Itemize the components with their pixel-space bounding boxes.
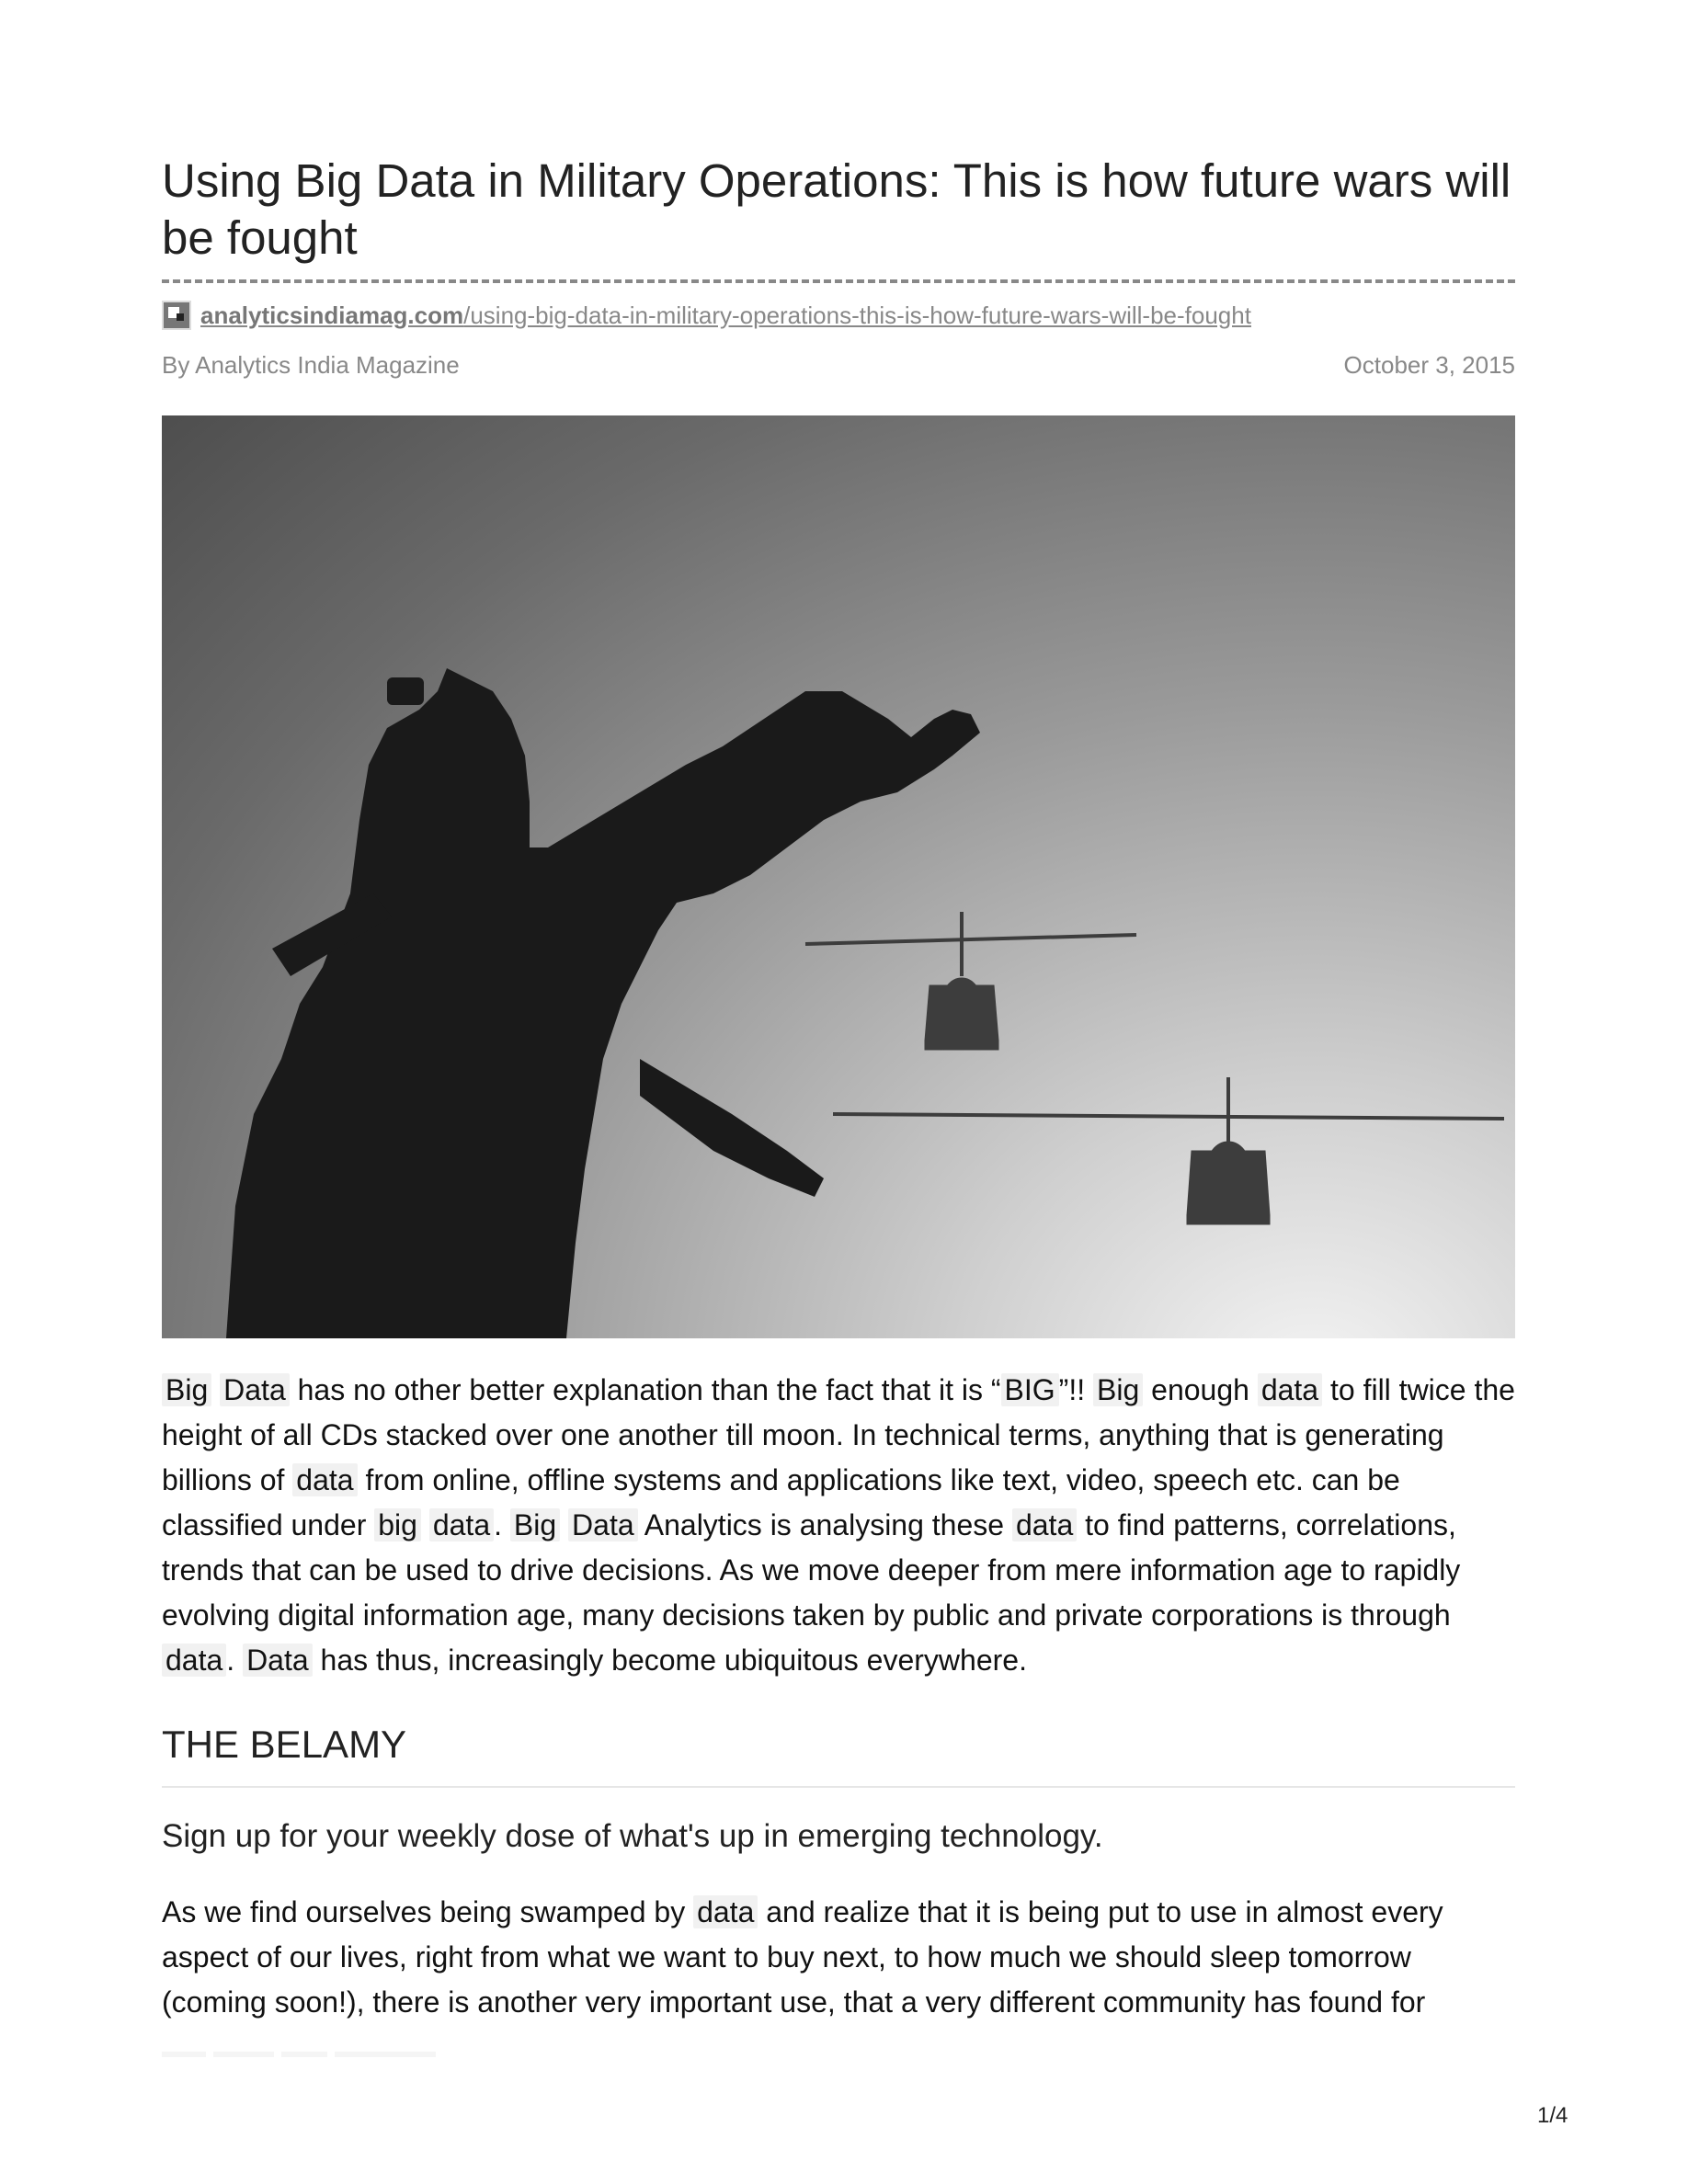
source-line	[162, 300, 1251, 331]
newsletter-signup-text: Sign up for your weekly dose of what's up in emerging technology.	[162, 1818, 1103, 1854]
highlighted-keyword: data	[1012, 1508, 1077, 1541]
text-run: .	[226, 1644, 244, 1677]
site-favicon-icon	[162, 301, 191, 330]
text-run: and realize that it is being put to use in almost every aspect of our lives, right from what we want to buy next, to how much we should sleep tomorrow (coming soon!), there is another very important use, that a very different community has found for	[162, 1895, 1443, 2019]
highlighted-keyword: data	[1258, 1373, 1322, 1406]
text-run: Analytics is analysing these	[637, 1508, 1012, 1541]
highlighted-keyword: data	[292, 1463, 357, 1496]
soldier-helicopter-silhouette-icon	[162, 415, 1515, 1338]
highlighted-keyword: BIG	[1001, 1373, 1059, 1406]
byline: By Analytics India Magazine	[162, 351, 460, 379]
text-run: has no other better explanation than the fact that it is “	[289, 1373, 1001, 1406]
section-divider	[162, 1786, 1515, 1788]
text-run	[211, 1373, 220, 1406]
text-run: .	[494, 1508, 510, 1541]
source-path: /using-big-data-in-military-operations-this-is-how-future-wars-will-be-fought	[463, 301, 1251, 329]
text-run: ”!!	[1058, 1373, 1093, 1406]
publish-date: October 3, 2015	[1343, 351, 1515, 379]
faded-next-line	[162, 2052, 436, 2057]
source-link[interactable]	[200, 301, 1251, 330]
intro-paragraph	[162, 1368, 1515, 1683]
text-run: enough	[1143, 1373, 1258, 1406]
text-run	[560, 1508, 568, 1541]
highlighted-keyword: big	[374, 1508, 421, 1541]
page-number: 1/4	[1537, 2103, 1568, 2128]
highlighted-keyword: Data	[243, 1644, 313, 1677]
title-divider	[162, 279, 1515, 283]
highlighted-keyword: data	[162, 1644, 226, 1677]
highlighted-keyword: Big	[162, 1373, 211, 1406]
second-paragraph	[162, 1890, 1515, 2025]
text-run	[421, 1508, 429, 1541]
text-run: to fill twice the height of all CDs stacked over one another till moon. In technical terms, anything that is generating billions of	[162, 1373, 1515, 1496]
text-run: As we find ourselves being swamped by	[162, 1895, 694, 1928]
article-meta	[162, 351, 1515, 380]
text-run: has thus, increasingly become ubiquitous everywhere.	[312, 1644, 1027, 1677]
highlighted-keyword: data	[429, 1508, 494, 1541]
hero-image	[162, 415, 1515, 1338]
highlighted-keyword: data	[693, 1895, 758, 1928]
highlighted-keyword: Big	[1093, 1373, 1143, 1406]
highlighted-keyword: Data	[568, 1508, 638, 1541]
article-title: Using Big Data in Military Operations: This is how future wars will be fought	[162, 154, 1511, 264]
section-heading: THE BELAMY	[162, 1723, 407, 1766]
text-run: from online, offline systems and applications like text, video, speech etc. can be classified under	[162, 1463, 1400, 1541]
highlighted-keyword: Big	[510, 1508, 560, 1541]
highlighted-keyword: Data	[220, 1373, 290, 1406]
source-host: analyticsindiamag.com	[200, 301, 464, 329]
text-run: to find patterns, correlations, trends that can be used to drive decisions. As we move deeper from mere information age to rapidly evolving digital information age, many decisions taken by public and private corporations is through	[162, 1508, 1461, 1632]
